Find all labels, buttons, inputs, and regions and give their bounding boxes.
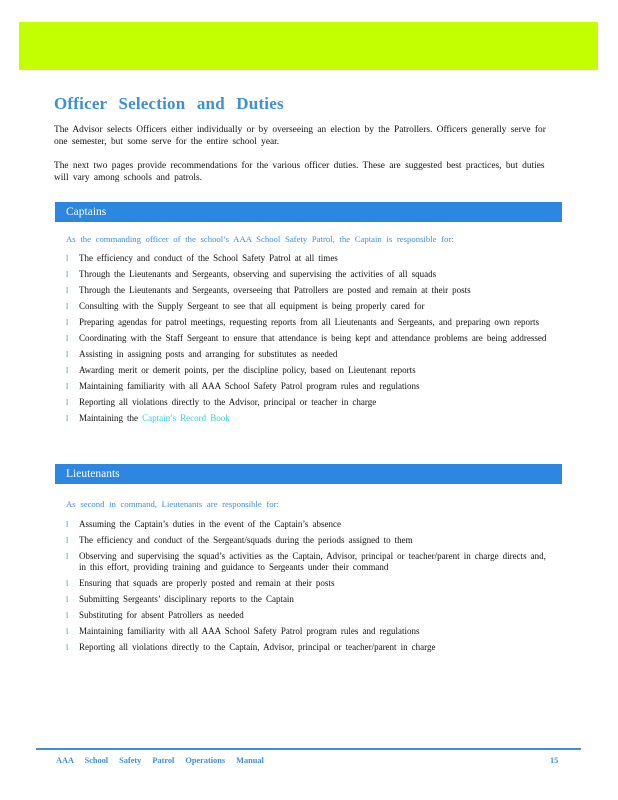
- list-item-text: Maintaining familiarity with all AAA School Safety Patrol program rules and regulations: [79, 381, 420, 391]
- bullet-icon: l: [66, 520, 69, 529]
- list-item: [66, 413, 548, 424]
- captains-record-book-link[interactable]: Captain’s Record Book: [142, 413, 230, 423]
- bullet-icon: l: [66, 382, 69, 391]
- list-item-text: Reporting all violations directly to the Captain, Advisor, principal or teacher/parent in charge: [79, 642, 436, 652]
- bullet-icon: l: [66, 595, 69, 604]
- list-item: [66, 253, 548, 264]
- section-heading-captains: Captains: [55, 202, 562, 222]
- list-item: [66, 317, 548, 328]
- list-item: [66, 333, 548, 344]
- list-item: [66, 301, 548, 312]
- list-item: [66, 285, 548, 296]
- bullet-icon: l: [66, 318, 69, 327]
- lieutenants-duties-list: [66, 519, 548, 658]
- list-item: [66, 642, 548, 653]
- list-item-text: Substituting for absent Patrollers as needed: [79, 610, 244, 620]
- bullet-icon: l: [66, 536, 69, 545]
- list-item: [66, 519, 548, 530]
- bullet-icon: l: [66, 302, 69, 311]
- list-item-text: The efficiency and conduct of the School Safety Patrol at all times: [79, 253, 338, 263]
- bullet-icon: l: [66, 270, 69, 279]
- captains-lead-text: As the commanding officer of the school’s AAA School Safety Patrol, the Captain is responsible for:: [66, 234, 454, 244]
- section-heading-lieutenants: Lieutenants: [55, 464, 562, 484]
- list-item-text: Consulting with the Supply Sergeant to see that all equipment is being properly cared for: [79, 301, 425, 311]
- list-item: [66, 535, 548, 546]
- list-item: [66, 578, 548, 589]
- list-item-text: Through the Lieutenants and Sergeants, observing and supervising the activities of all squads: [79, 269, 437, 279]
- list-item-text: Preparing agendas for patrol meetings, requesting reports from all Lieutenants and Sergeants, and preparing own reports: [79, 317, 539, 327]
- intro-paragraph-1: The Advisor selects Officers either individually or by overseeing an election by the Patrollers. Officers generally serve for one semester, but some serve for the entire school year.: [54, 125, 546, 147]
- bullet-icon: l: [66, 366, 69, 375]
- bullet-icon: l: [66, 579, 69, 588]
- list-item-text: Maintaining familiarity with all AAA School Safety Patrol program rules and regulations: [79, 626, 420, 636]
- footer-divider: [36, 748, 581, 750]
- list-item-text: Observing and supervising the squad’s activities as the Captain, Advisor, principal or teacher/parent in charge directs and, in this effort, providing training and guidance to Sergeants under their command: [79, 551, 546, 572]
- footer-manual-title: AAA School Safety Patrol Operations Manual: [56, 756, 264, 765]
- bullet-icon: l: [66, 350, 69, 359]
- list-item-text: Submitting Sergeants’ disciplinary reports to the Captain: [79, 594, 294, 604]
- bullet-icon: l: [66, 414, 69, 423]
- bullet-icon: l: [66, 286, 69, 295]
- captains-duties-list: [66, 253, 548, 429]
- bullet-icon: l: [66, 627, 69, 636]
- list-item-text: Awarding merit or demerit points, per the discipline policy, based on Lieutenant reports: [79, 365, 416, 375]
- list-item: [66, 594, 548, 605]
- intro-paragraph-2: The next two pages provide recommendations for the various officer duties. These are suggested best practices, but duties will vary among schools and patrols.: [54, 161, 545, 183]
- bullet-icon: l: [66, 254, 69, 263]
- list-item-text: Assuming the Captain’s duties in the event of the Captain’s absence: [79, 519, 341, 529]
- bullet-icon: l: [66, 398, 69, 407]
- header-color-bar: [19, 22, 598, 70]
- list-item: [66, 626, 548, 637]
- list-item-text: Through the Lieutenants and Sergeants, overseeing that Patrollers are posted and remain at their posts: [79, 285, 471, 295]
- lieutenants-lead-text: As second in command, Lieutenants are responsible for:: [66, 499, 279, 509]
- list-item: [66, 269, 548, 280]
- list-item: [66, 610, 548, 621]
- bullet-icon: l: [66, 552, 69, 561]
- page-title: Officer Selection and Duties: [54, 94, 284, 113]
- list-item-text: The efficiency and conduct of the Sergeant/squads during the periods assigned to them: [79, 535, 413, 545]
- list-item: [66, 551, 548, 573]
- list-item: [66, 365, 548, 376]
- list-item-text: Reporting all violations directly to the Advisor, principal or teacher in charge: [79, 397, 377, 407]
- list-item-text: Ensuring that squads are properly posted and remain at their posts: [79, 578, 335, 588]
- list-item-text: Coordinating with the Staff Sergeant to ensure that attendance is being kept and attendance problems are being addressed: [79, 333, 547, 343]
- list-item-text: Maintaining the: [79, 413, 139, 423]
- list-item-text: Assisting in assigning posts and arranging for substitutes as needed: [79, 349, 338, 359]
- list-item: [66, 349, 548, 360]
- bullet-icon: l: [66, 611, 69, 620]
- bullet-icon: l: [66, 334, 69, 343]
- page-number: 15: [550, 756, 559, 765]
- list-item: [66, 397, 548, 408]
- list-item: [66, 381, 548, 392]
- bullet-icon: l: [66, 643, 69, 652]
